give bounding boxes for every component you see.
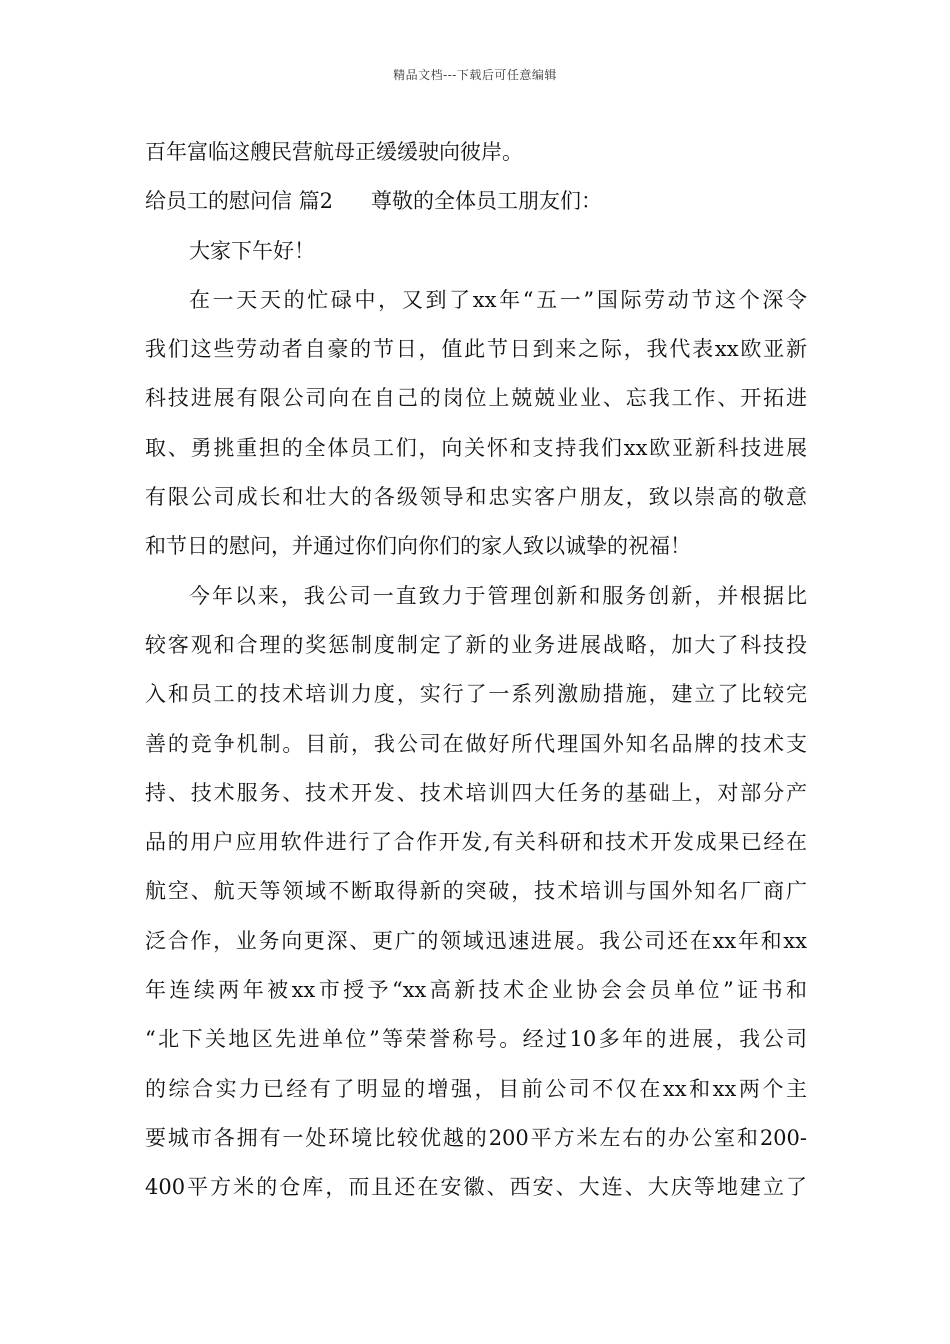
text-line: 年连续两年被xx市授予“xx高新技术企业协会会员单位”证书和 <box>145 978 807 1003</box>
text-line: 要城市各拥有一处环境比较优越的200平方米左右的办公室和200- <box>145 1125 807 1150</box>
letter-title-line <box>145 177 807 226</box>
greeting-line: 大家下午好！ <box>189 238 315 263</box>
text-line: 和节日的慰问，并通过你们向你们的家人致以诚挚的祝福！ <box>145 534 691 559</box>
text-line: 较客观和合理的奖惩制度制定了新的业务进展战略，加大了科技投 <box>145 632 807 657</box>
text-line: 今年以来，我公司一直致力于管理创新和服务创新，并根据比 <box>189 583 807 608</box>
salutation: 尊敬的全体员工朋友们： <box>371 189 603 214</box>
text-line: 入和员工的技术培训力度，实行了一系列激励措施，建立了比较完 <box>145 682 807 707</box>
text-line: 泛合作，业务向更深、更广的领域迅速进展。我公司还在xx年和xx <box>145 928 807 953</box>
text-line: 品的用户应用软件进行了合作开发,有关科研和技术开发成果已经在 <box>145 830 807 855</box>
document-body <box>145 128 807 1213</box>
text-line: 科技进展有限公司向在自己的岗位上兢兢业业、忘我工作、开拓进 <box>145 386 807 411</box>
letter-title: 给员工的慰问信 篇2 <box>145 189 334 214</box>
text-line: 持、技术服务、技术开发、技术培训四大任务的基础上，对部分产 <box>145 780 807 805</box>
text-line: 取、勇挑重担的全体员工们，向关怀和支持我们xx欧亚新科技进展 <box>145 435 807 460</box>
text-line: 的综合实力已经有了明显的增强，目前公司不仅在xx和xx两个主 <box>145 1076 807 1101</box>
text-line: 百年富临这艘民营航母正缓缓驶向彼岸。 <box>145 140 523 164</box>
text-line: “北下关地区先进单位”等荣誉称号。经过10多年的进展，我公司 <box>145 1027 807 1052</box>
text-line: 我们这些劳动者自豪的节日，值此节日到来之际，我代表xx欧亚新 <box>145 337 807 362</box>
text-line: 航空、航天等领域不断取得新的突破，技术培训与国外知名厂商广 <box>145 879 807 904</box>
text-line: 在一天天的忙碌中，又到了xx年“五一”国际劳动节这个深令 <box>189 287 807 312</box>
text-line: 400平方米的仓库，而且还在安徽、西安、大连、大庆等地建立了 <box>145 1175 807 1200</box>
text-line: 善的竞争机制。目前，我公司在做好所代理国外知名品牌的技术支 <box>145 731 807 756</box>
page-header: 精品文档---下载后可任意编辑 <box>393 68 557 82</box>
text-line: 有限公司成长和壮大的各级领导和忠实客户朋友，致以崇高的敬意 <box>145 485 807 510</box>
